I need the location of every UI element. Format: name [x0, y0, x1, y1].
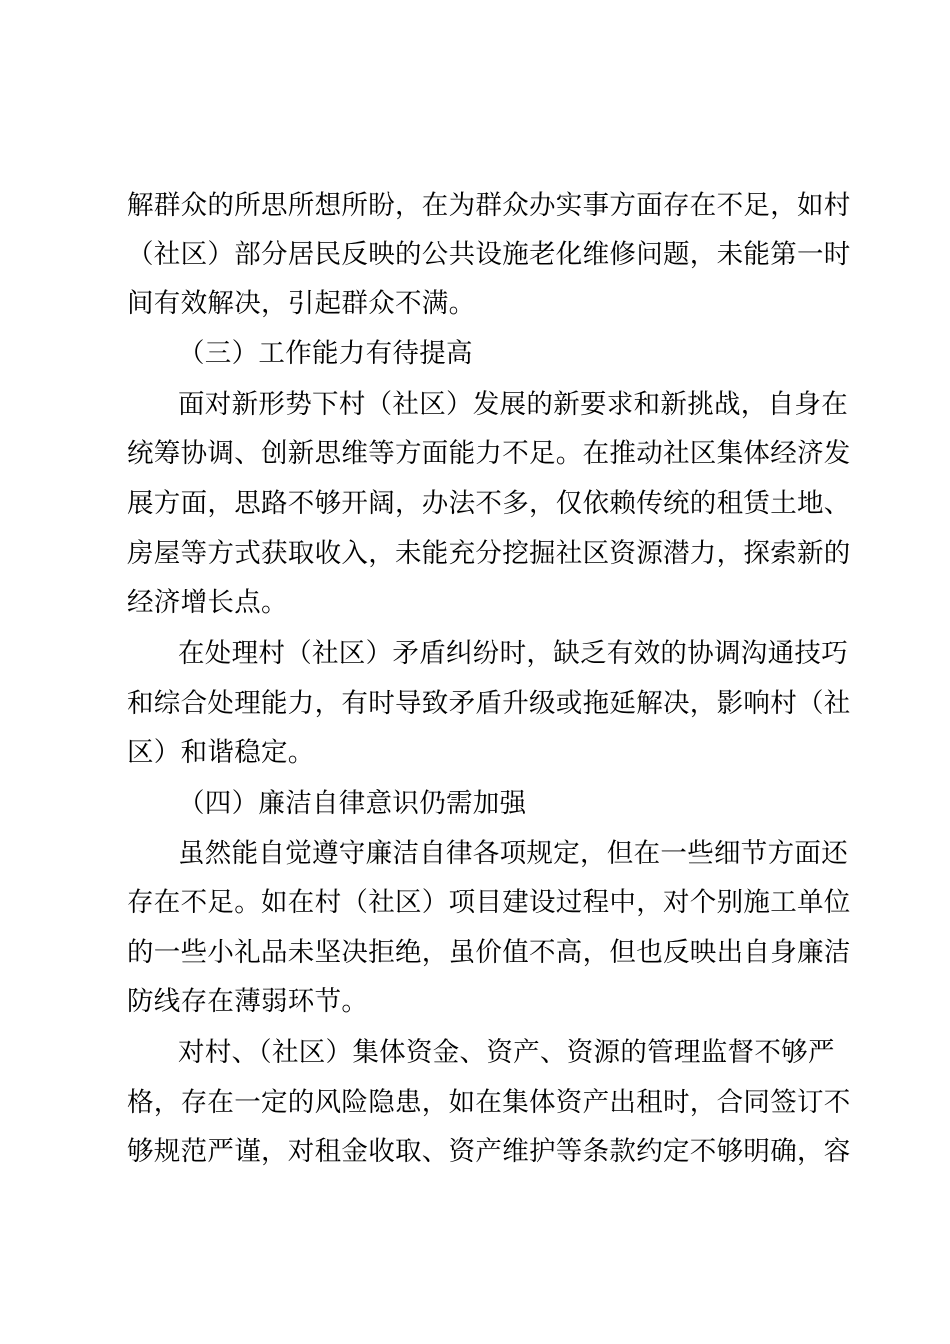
body-text-line: 的一些小礼品未坚决拒绝，虽价值不高，但也反映出自身廉洁 — [127, 937, 851, 968]
body-text-line: 在处理村（社区）矛盾纠纷时，缺乏有效的协调沟通技巧 — [178, 638, 848, 669]
body-text-line: 面对新形势下村（社区）发展的新要求和新挑战，自身在 — [178, 389, 848, 420]
body-text-line: 展方面，思路不够开阔，办法不多，仅依赖传统的租赁土地、 — [127, 488, 851, 519]
body-text-line: 格，存在一定的风险隐患，如在集体资产出租时，合同签订不 — [127, 1087, 851, 1118]
body-text-line: 防线存在薄弱环节。 — [127, 986, 369, 1017]
body-text-line: （社区）部分居民反映的公共设施老化维修问题，未能第一时 — [127, 239, 851, 270]
body-text-line: 虽然能自觉遵守廉洁自律各项规定，但在一些细节方面还 — [178, 838, 848, 869]
body-text-line: 对村、（社区）集体资金、资产、资源的管理监督不够严 — [178, 1037, 835, 1068]
body-text-line: 间有效解决，引起群众不满。 — [127, 288, 476, 319]
body-text-line: 够规范严谨，对租金收取、资产维护等条款约定不够明确，容 — [127, 1136, 851, 1167]
body-text-line: 经济增长点。 — [127, 587, 288, 618]
section-heading: （三）工作能力有待提高 — [178, 338, 473, 369]
section-heading: （四）廉洁自律意识仍需加强 — [178, 788, 527, 819]
body-text-line: 解群众的所思所想所盼，在为群众办实事方面存在不足，如村 — [127, 190, 851, 221]
body-text-line: 存在不足。如在村（社区）项目建设过程中，对个别施工单位 — [127, 887, 851, 918]
body-text-line: 区）和谐稳定。 — [127, 737, 315, 768]
body-text-line: 房屋等方式获取收入，未能充分挖掘社区资源潜力，探索新的 — [127, 538, 851, 569]
body-text-line: 统筹协调、创新思维等方面能力不足。在推动社区集体经济发 — [127, 438, 851, 469]
body-text-line: 和综合处理能力，有时导致矛盾升级或拖延解决，影响村（社 — [127, 688, 851, 719]
